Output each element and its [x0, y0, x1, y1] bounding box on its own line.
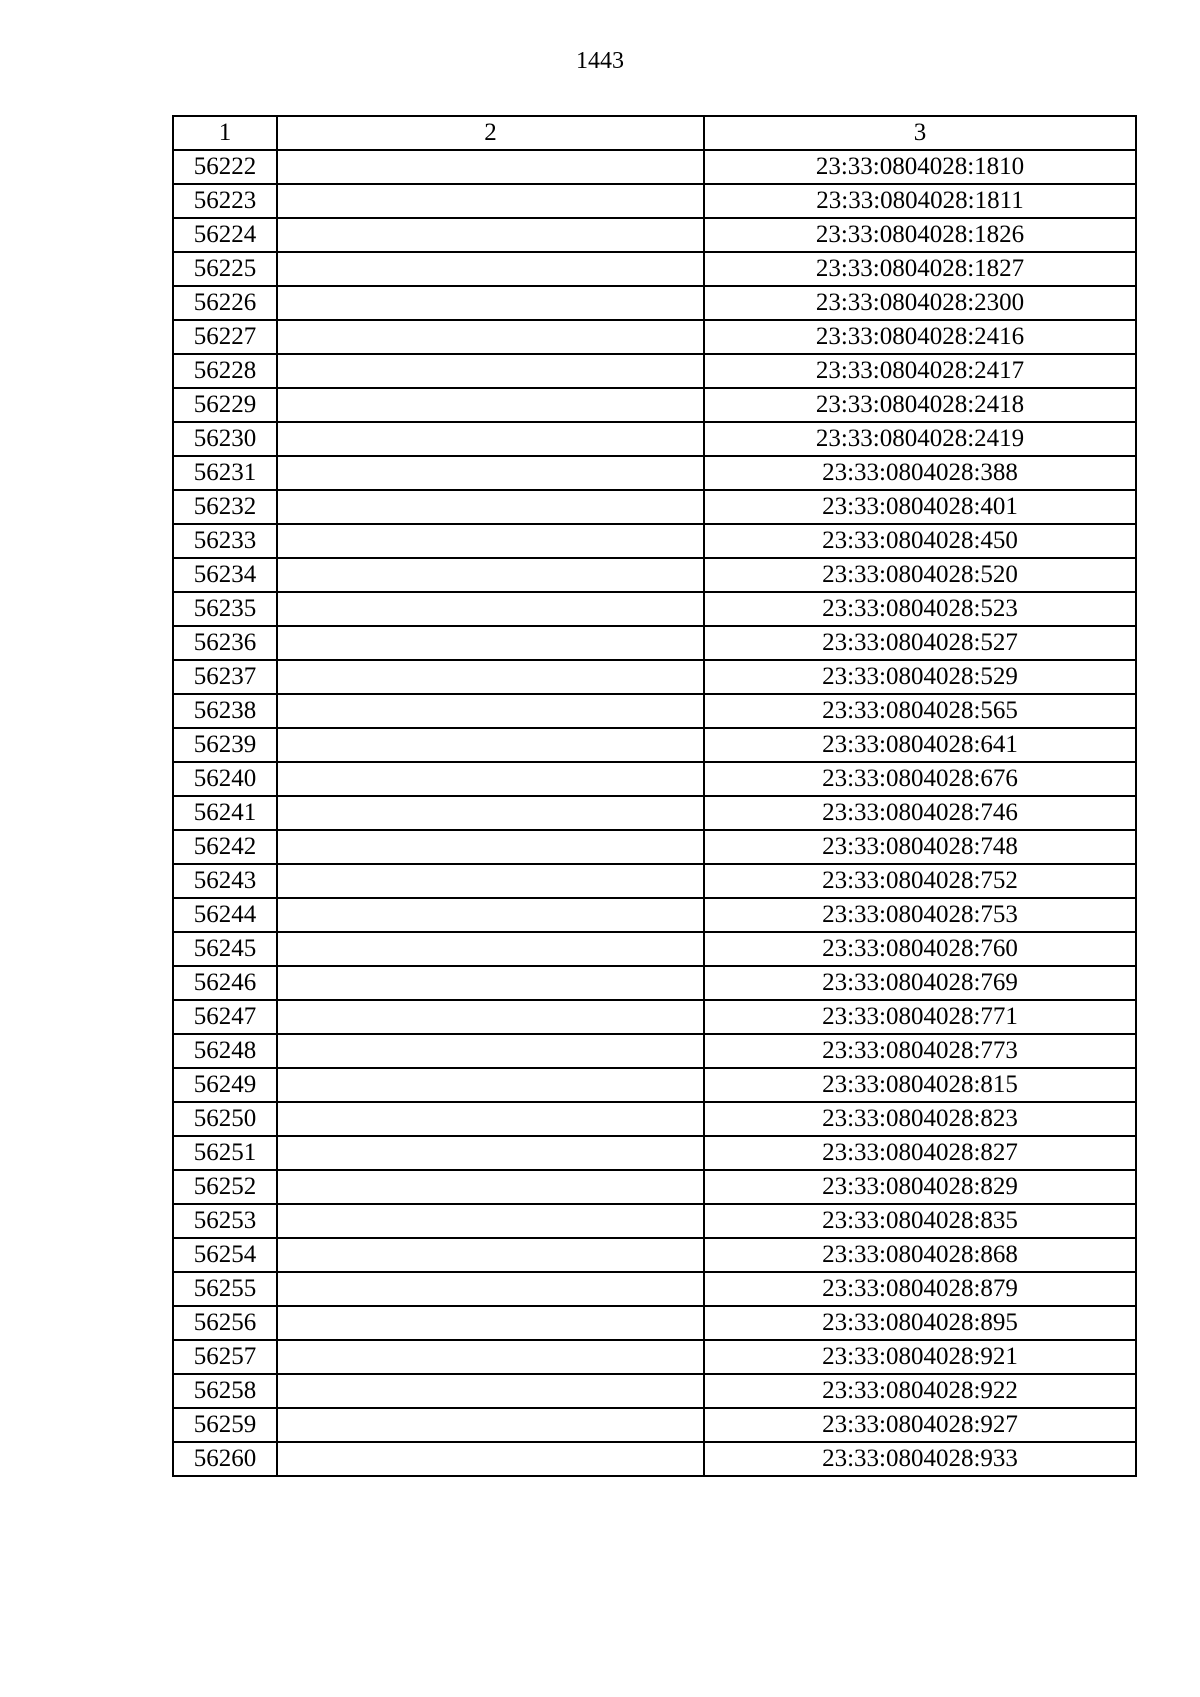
table-cell-col-1: 56226 [173, 286, 277, 320]
table-cell-col-1: 56229 [173, 388, 277, 422]
table-cell-col-1: 56245 [173, 932, 277, 966]
table-cell-col-2 [277, 252, 704, 286]
table-cell-col-2 [277, 592, 704, 626]
table-cell-col-3: 23:33:0804028:748 [704, 830, 1136, 864]
table-cell-col-1: 56249 [173, 1068, 277, 1102]
table-cell-col-3: 23:33:0804028:2416 [704, 320, 1136, 354]
table-cell-col-1: 56246 [173, 966, 277, 1000]
table-cell-col-3: 23:33:0804028:2418 [704, 388, 1136, 422]
table-row [173, 218, 1136, 252]
table-cell-col-1: 56231 [173, 456, 277, 490]
table-cell-col-1: 56251 [173, 1136, 277, 1170]
table-cell-col-3: 23:33:0804028:2417 [704, 354, 1136, 388]
table-row [173, 1170, 1136, 1204]
table-cell-col-2 [277, 456, 704, 490]
table-row [173, 1102, 1136, 1136]
table-row [173, 1136, 1136, 1170]
table-cell-col-2 [277, 966, 704, 1000]
table-row [173, 150, 1136, 184]
table-row [173, 898, 1136, 932]
table-row [173, 864, 1136, 898]
table-cell-col-2 [277, 1170, 704, 1204]
table-cell-col-2 [277, 1102, 704, 1136]
table-row [173, 524, 1136, 558]
table-row [173, 354, 1136, 388]
table-cell-col-3: 23:33:0804028:771 [704, 1000, 1136, 1034]
table-cell-col-2 [277, 1034, 704, 1068]
table-cell-col-1: 56228 [173, 354, 277, 388]
table-cell-col-1: 56255 [173, 1272, 277, 1306]
table-row [173, 694, 1136, 728]
table-cell-col-2 [277, 762, 704, 796]
data-table [172, 115, 1137, 1477]
table-cell-col-2 [277, 932, 704, 966]
table-cell-col-1: 56260 [173, 1442, 277, 1476]
table-row [173, 1034, 1136, 1068]
table-row [173, 1408, 1136, 1442]
table-row [173, 456, 1136, 490]
table-cell-col-3: 23:33:0804028:1826 [704, 218, 1136, 252]
table-cell-col-3: 23:33:0804028:769 [704, 966, 1136, 1000]
table-cell-col-2 [277, 1340, 704, 1374]
table-row [173, 592, 1136, 626]
table-cell-col-1: 56250 [173, 1102, 277, 1136]
table-cell-col-3: 23:33:0804028:676 [704, 762, 1136, 796]
table-cell-col-1: 56230 [173, 422, 277, 456]
table-cell-col-1: 56237 [173, 660, 277, 694]
table-cell-col-3: 23:33:0804028:895 [704, 1306, 1136, 1340]
table-cell-col-1: 56242 [173, 830, 277, 864]
table-cell-col-3: 23:33:0804028:823 [704, 1102, 1136, 1136]
table-row [173, 1204, 1136, 1238]
table-cell-col-2 [277, 1068, 704, 1102]
table-cell-col-3: 23:33:0804028:753 [704, 898, 1136, 932]
table-cell-col-3: 23:33:0804028:388 [704, 456, 1136, 490]
table-row [173, 490, 1136, 524]
table-cell-col-2 [277, 796, 704, 830]
table-cell-col-1: 56223 [173, 184, 277, 218]
table-header [173, 116, 1136, 150]
table-row [173, 286, 1136, 320]
table-row [173, 932, 1136, 966]
table-cell-col-3: 23:33:0804028:1811 [704, 184, 1136, 218]
table-row [173, 728, 1136, 762]
table-cell-col-2 [277, 1374, 704, 1408]
table-row [173, 1374, 1136, 1408]
table-cell-col-3: 23:33:0804028:827 [704, 1136, 1136, 1170]
table-cell-col-1: 56241 [173, 796, 277, 830]
header-cell-2: 2 [277, 116, 704, 150]
table-cell-col-2 [277, 694, 704, 728]
table-cell-col-2 [277, 1408, 704, 1442]
table-cell-col-1: 56233 [173, 524, 277, 558]
table-cell-col-1: 56234 [173, 558, 277, 592]
table-cell-col-1: 56256 [173, 1306, 277, 1340]
table-cell-col-3: 23:33:0804028:1827 [704, 252, 1136, 286]
table-cell-col-3: 23:33:0804028:527 [704, 626, 1136, 660]
table-cell-col-1: 56254 [173, 1238, 277, 1272]
table-row [173, 252, 1136, 286]
table-cell-col-3: 23:33:0804028:746 [704, 796, 1136, 830]
table-cell-col-3: 23:33:0804028:523 [704, 592, 1136, 626]
table-cell-col-1: 56253 [173, 1204, 277, 1238]
table-cell-col-3: 23:33:0804028:815 [704, 1068, 1136, 1102]
table-cell-col-3: 23:33:0804028:565 [704, 694, 1136, 728]
table-row [173, 558, 1136, 592]
table-cell-col-1: 56248 [173, 1034, 277, 1068]
table-row [173, 1340, 1136, 1374]
table-cell-col-3: 23:33:0804028:835 [704, 1204, 1136, 1238]
table-row [173, 320, 1136, 354]
table-cell-col-2 [277, 1272, 704, 1306]
table-cell-col-2 [277, 422, 704, 456]
table-cell-col-3: 23:33:0804028:933 [704, 1442, 1136, 1476]
table-cell-col-1: 56240 [173, 762, 277, 796]
table-cell-col-1: 56232 [173, 490, 277, 524]
table-cell-col-2 [277, 218, 704, 252]
table-cell-col-2 [277, 1000, 704, 1034]
table-row [173, 1272, 1136, 1306]
table-row [173, 762, 1136, 796]
table-cell-col-1: 56225 [173, 252, 277, 286]
table-cell-col-2 [277, 660, 704, 694]
table-cell-col-2 [277, 898, 704, 932]
table-row [173, 966, 1136, 1000]
table-cell-col-3: 23:33:0804028:2419 [704, 422, 1136, 456]
table-cell-col-2 [277, 626, 704, 660]
table-cell-col-1: 56257 [173, 1340, 277, 1374]
table-cell-col-2 [277, 864, 704, 898]
table-cell-col-3: 23:33:0804028:641 [704, 728, 1136, 762]
table-row [173, 422, 1136, 456]
table-row [173, 1306, 1136, 1340]
table-cell-col-1: 56235 [173, 592, 277, 626]
table-cell-col-2 [277, 388, 704, 422]
table-cell-col-2 [277, 1442, 704, 1476]
table-cell-col-1: 56252 [173, 1170, 277, 1204]
table-cell-col-3: 23:33:0804028:760 [704, 932, 1136, 966]
table-cell-col-1: 56259 [173, 1408, 277, 1442]
table-cell-col-1: 56238 [173, 694, 277, 728]
table-cell-col-1: 56222 [173, 150, 277, 184]
table-cell-col-2 [277, 1306, 704, 1340]
table-cell-col-2 [277, 1204, 704, 1238]
table-cell-col-2 [277, 150, 704, 184]
page-number: 1443 [576, 48, 624, 74]
table-row [173, 1000, 1136, 1034]
table-cell-col-3: 23:33:0804028:520 [704, 558, 1136, 592]
table-cell-col-3: 23:33:0804028:829 [704, 1170, 1136, 1204]
table-cell-col-2 [277, 830, 704, 864]
table-cell-col-2 [277, 320, 704, 354]
header-cell-3: 3 [704, 116, 1136, 150]
table-row [173, 388, 1136, 422]
table-cell-col-3: 23:33:0804028:922 [704, 1374, 1136, 1408]
table-cell-col-1: 56239 [173, 728, 277, 762]
table-row [173, 1442, 1136, 1476]
table-cell-col-3: 23:33:0804028:401 [704, 490, 1136, 524]
table-cell-col-1: 56243 [173, 864, 277, 898]
table-cell-col-2 [277, 728, 704, 762]
table-cell-col-1: 56227 [173, 320, 277, 354]
header-row [173, 116, 1136, 150]
table-cell-col-3: 23:33:0804028:752 [704, 864, 1136, 898]
table-row [173, 184, 1136, 218]
table-body [173, 150, 1136, 1476]
table-cell-col-2 [277, 524, 704, 558]
table-cell-col-1: 56258 [173, 1374, 277, 1408]
table-cell-col-3: 23:33:0804028:921 [704, 1340, 1136, 1374]
table-cell-col-1: 56244 [173, 898, 277, 932]
table-cell-col-1: 56236 [173, 626, 277, 660]
table-row [173, 1238, 1136, 1272]
header-cell-1: 1 [173, 116, 277, 150]
table-row [173, 660, 1136, 694]
table-cell-col-1: 56224 [173, 218, 277, 252]
table-row [173, 796, 1136, 830]
table-row [173, 830, 1136, 864]
table-cell-col-3: 23:33:0804028:2300 [704, 286, 1136, 320]
table-cell-col-2 [277, 184, 704, 218]
table-cell-col-3: 23:33:0804028:927 [704, 1408, 1136, 1442]
table-cell-col-1: 56247 [173, 1000, 277, 1034]
table-cell-col-2 [277, 1136, 704, 1170]
table-cell-col-3: 23:33:0804028:450 [704, 524, 1136, 558]
table-cell-col-3: 23:33:0804028:773 [704, 1034, 1136, 1068]
table-cell-col-2 [277, 558, 704, 592]
table-cell-col-2 [277, 490, 704, 524]
table-cell-col-3: 23:33:0804028:1810 [704, 150, 1136, 184]
table-cell-col-2 [277, 286, 704, 320]
table-cell-col-3: 23:33:0804028:879 [704, 1272, 1136, 1306]
table-cell-col-3: 23:33:0804028:868 [704, 1238, 1136, 1272]
table-row [173, 1068, 1136, 1102]
table-cell-col-3: 23:33:0804028:529 [704, 660, 1136, 694]
table-row [173, 626, 1136, 660]
table-cell-col-2 [277, 1238, 704, 1272]
table-cell-col-2 [277, 354, 704, 388]
